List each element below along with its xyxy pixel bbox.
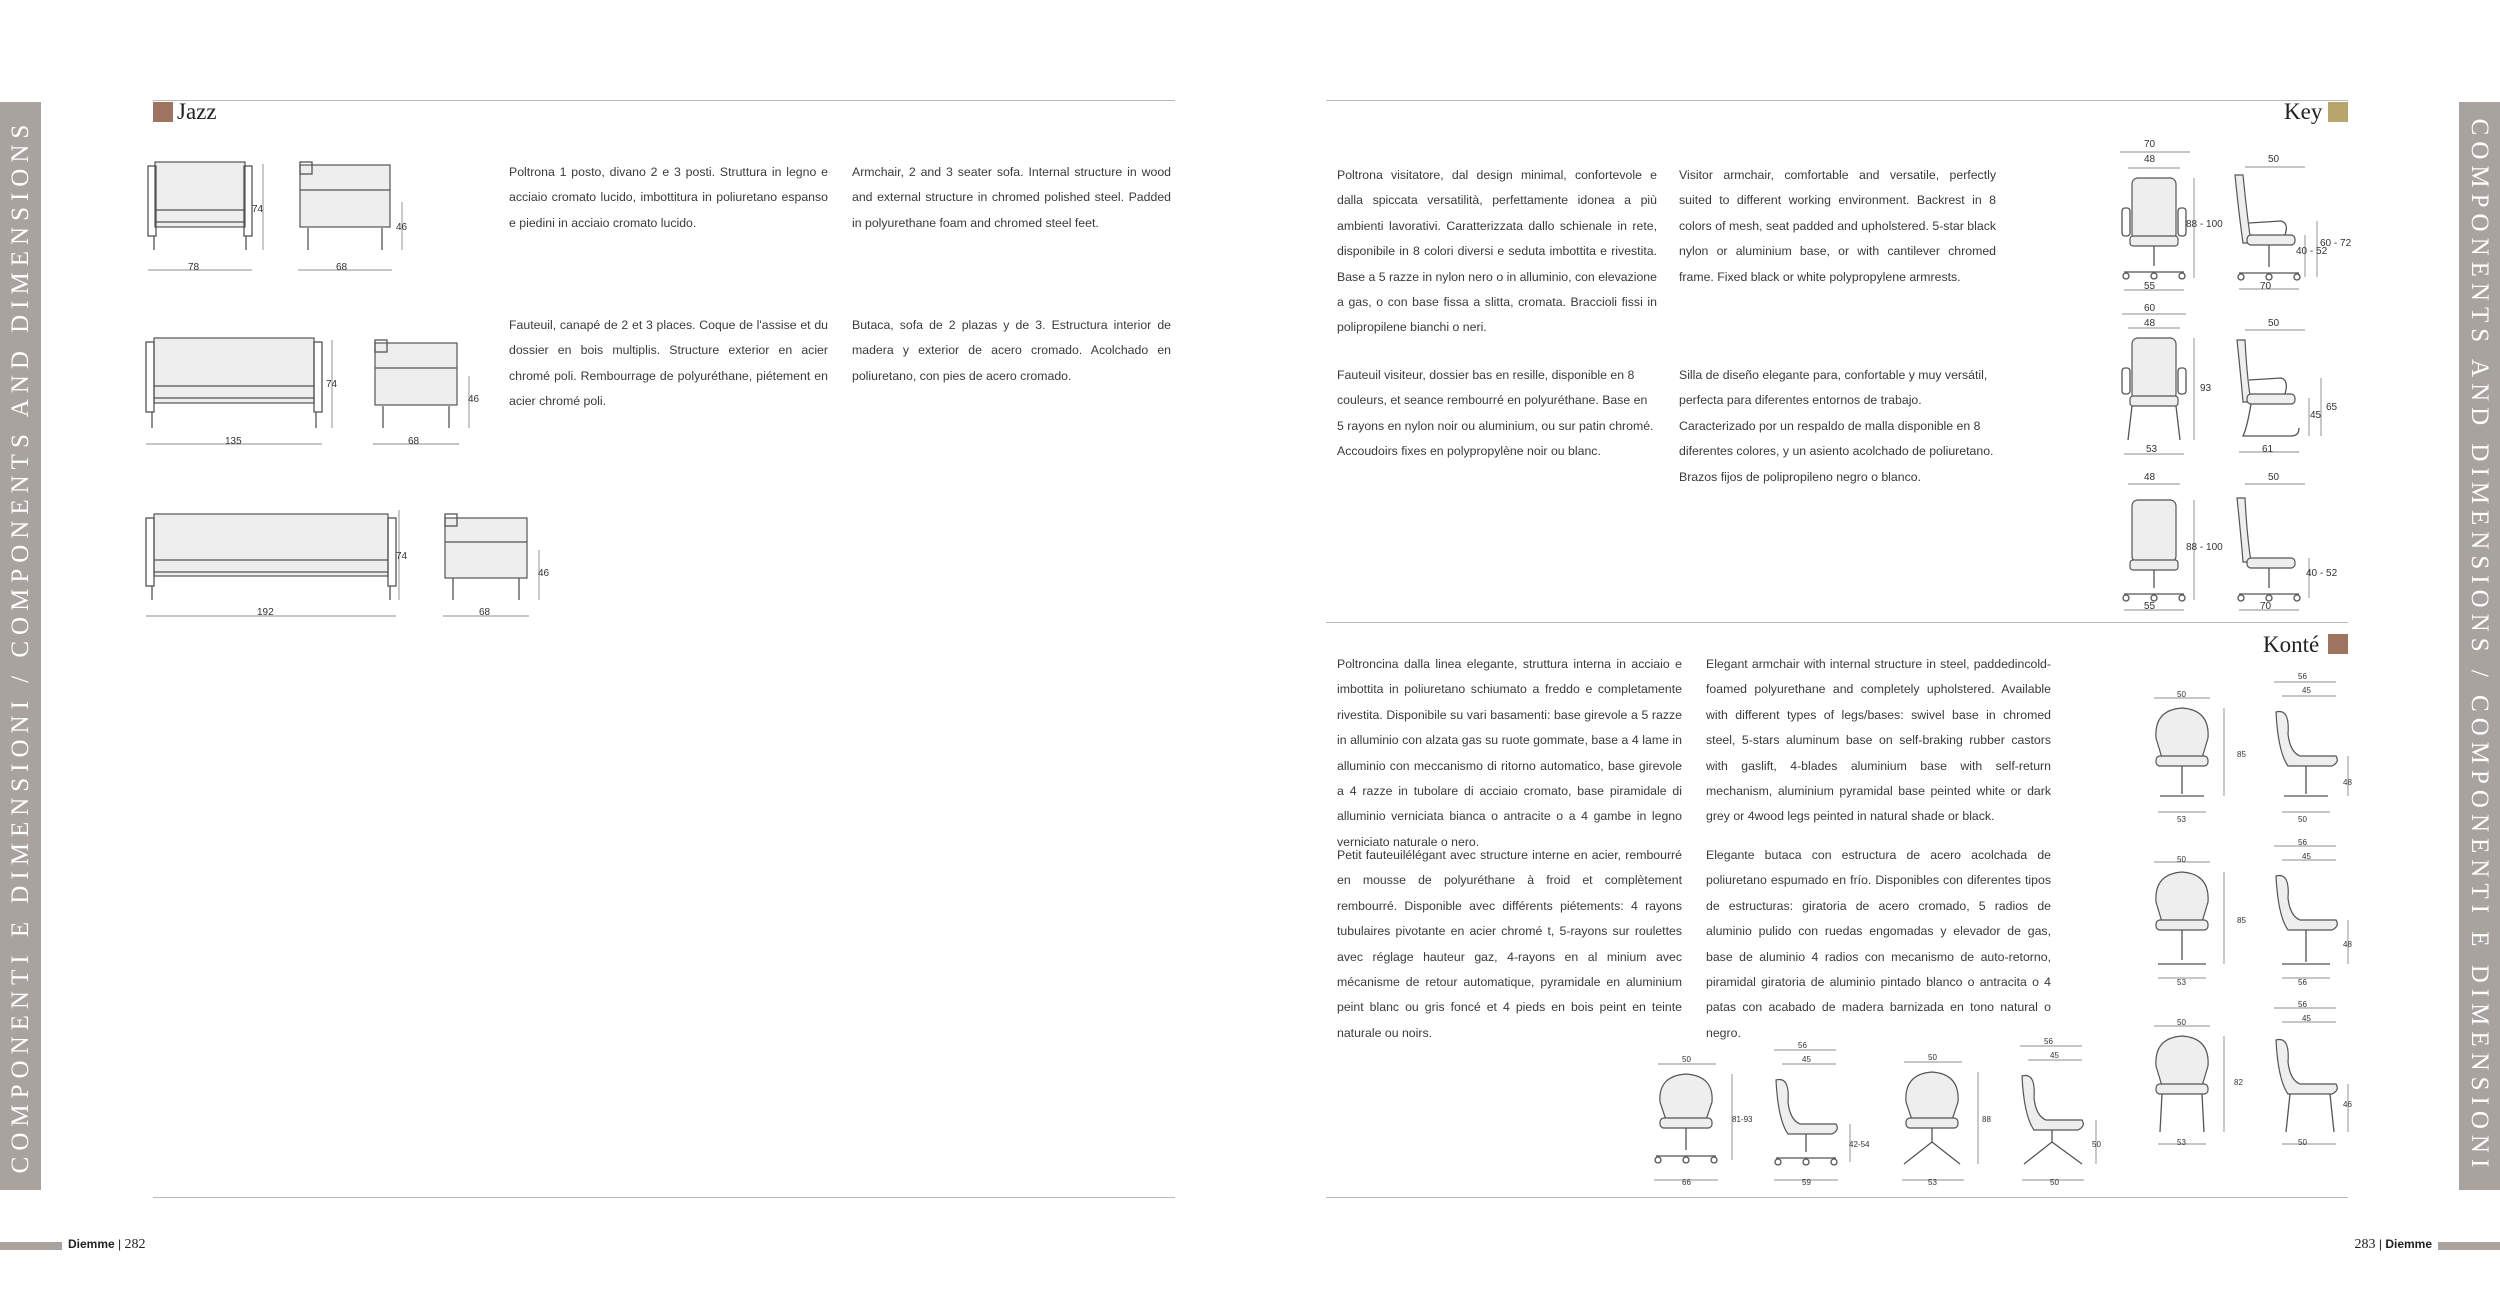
key-cantilever-side-top: 50 (2268, 318, 2280, 329)
left-page-number: 282 (124, 1237, 146, 1252)
left-footer-separator: | (118, 1237, 122, 1251)
konte-b2-side-top2: 45 (2050, 1051, 2059, 1060)
right-side-label: COMPONENTS AND DIMENSIONS / COMPONENTI E DIMENSIONI (2466, 118, 2493, 1174)
jazz-armchair-seat: 46 (396, 222, 408, 233)
konte-r1-front-base: 53 (2177, 815, 2186, 824)
konte-r1-seat: 48 (2343, 778, 2352, 787)
konte-b2-height: 88 (1982, 1115, 1991, 1124)
jazz-text-es: Butaca, sofa de 2 plazas y de 3. Estructura interior de madera y exterior de acero cromado. Acolchado en poliuretano, con pies de acero cromado. (852, 318, 1171, 383)
right-side-band (2459, 102, 2500, 1190)
konte-r1-side-base: 50 (2298, 815, 2307, 824)
key-text-it: Poltrona visitatore, dal design minimal, confortevole e dalla spiccata versatilità, perfettamente idonea a più ambienti lavorativi. Caratterizzata dallo schienale in rete, disponibile in 8 colori diversi e seduta imbottita e rivestita. Base a 5 razze in nylon nero o in alluminio, con elevazione a gas, o con base fissa a slitta, cromata. Braccioli fissi in polipropilene bianchi o neri. (1337, 168, 1657, 335)
key-swivel-height: 88 - 100 (2186, 219, 2223, 230)
konte-text-fr: Petit fauteuilélégant avec structure interne en acier, rembourré en mousse de polyuréthane à froid et complètement rembourré. Disponible avec différents piétements: 4 rayons tubulaires pivotante en acier chromé t, 5-rayons sur roulettes avec réglage hauteur gaz, 4-rayons en al minium avec mécanisme de retour automatique, pyramidale en aluminium peint blanc ou gris foncé et 4 pieds en bois peint en teinte naturale ou noirs. (1337, 848, 1682, 1040)
key-task-seat: 40 - 52 (2306, 568, 2338, 579)
key-cantilever-top1: 60 (2144, 303, 2156, 314)
konte-r3-side-top2: 45 (2302, 1014, 2311, 1023)
konte-r1-height: 85 (2237, 750, 2246, 759)
konte-b2-front-drawing (1890, 1052, 1990, 1192)
konte-text-en: Elegant armchair with internal structure in steel, paddedincold-foamed polyurethane and completely upholstered. Available with different types of legs/bases: swivel base in chromed steel, 5-stars aluminum base on self-braking rubber castors with gaslift, 4-blades aluminium base with self-return mechanism, aluminium pyramidal base peinted white or dark grey or 4wood legs peinted in natural shade or black. (1706, 657, 2051, 824)
key-swivel-seat: 40 - 52 (2296, 246, 2328, 257)
jazz-sofa3-height: 74 (396, 551, 408, 562)
konte-r1-side-drawing (2260, 672, 2360, 827)
key-task-side-top: 50 (2268, 472, 2280, 483)
konte-top-rule (1326, 622, 2348, 623)
konte-text-es: Elegante butaca con estructura de acero acolchada de poliuretano espumado en frío. Disponibles con diferentes tipos de estructuras: giratoria de acero cromado, 5 radios de aluminio pulido con ruedas engomadas y elevador de gas, base de aluminio 4 radios con mecanismo de auto-retorno, piramidal giratoria de aluminio pintado blanco o antracita o 4 patas con acabado de madera barnizada en tono natural o negro. (1706, 848, 2051, 1040)
key-task-depth: 70 (2260, 601, 2272, 612)
key-swivel-top2: 48 (2144, 154, 2156, 165)
jazz-sofa3-side-drawing (435, 500, 555, 630)
jazz-armchair-height: 74 (252, 204, 264, 215)
konte-b1-front-base: 66 (1682, 1178, 1691, 1187)
konte-b2-side-base: 50 (2050, 1178, 2059, 1187)
konte-b2-seat: 50 (2092, 1140, 2101, 1149)
left-footer-brand: Diemme (68, 1237, 115, 1251)
konte-r2-side-top1: 56 (2298, 838, 2307, 847)
key-swivel-depth: 70 (2260, 281, 2272, 292)
key-cantilever-depth: 61 (2262, 444, 2274, 455)
konte-r2-height: 85 (2237, 916, 2246, 925)
jazz-text-it: Poltrona 1 posto, divano 2 e 3 posti. Struttura in legno e acciaio cromato lucido, imbottitura in poliuretano espanso e piedini in acciaio cromato lucido. (509, 165, 828, 230)
konte-r1-side-top2: 45 (2302, 686, 2311, 695)
right-bottom-rule (1326, 1197, 2348, 1198)
key-cantilever-top2: 48 (2144, 318, 2156, 329)
konte-r3-height: 82 (2234, 1078, 2243, 1087)
jazz-armchair-side-drawing (290, 150, 420, 280)
konte-r2-front-base: 53 (2177, 978, 2186, 987)
key-title: Key (2284, 99, 2323, 124)
konte-r3-side-drawing (2260, 1000, 2360, 1155)
konte-b1-front-drawing (1644, 1054, 1744, 1194)
konte-text-it: Poltroncina dalla linea elegante, struttura interna in acciaio e imbottita in poliuretano schiumato a freddo e completamente rivestita. Disponibile su vari basamenti: base girevole a 5 razze in alluminio con alzata gas su ruote gommate, base a 4 lame in alluminio con meccanismo di ritorno automatico, base girevole a 4 razze in tubolare di acciaio cromato, base piramidale di alluminio verniciata bianca o antracite o a 4 gambe in legno verniciato naturale o nero. (1337, 657, 1682, 849)
konte-b1-side-top1: 56 (1798, 1041, 1807, 1050)
jazz-armchair-front-drawing (140, 150, 270, 280)
konte-b2-side-top1: 56 (2044, 1037, 2053, 1046)
konte-b2-front-top: 50 (1928, 1053, 1937, 1062)
konte-r2-front-top: 50 (2177, 855, 2186, 864)
konte-r1-front-drawing (2140, 690, 2230, 825)
key-swivel-side-drawing (2225, 155, 2335, 300)
jazz-sofa2-depth: 68 (408, 436, 420, 447)
key-text-en: Visitor armchair, comfortable and versatile, perfectly suited to different working environment. Backrest in 8 colors of mesh, seat padded and upholstered. 5-star black nylon or aluminium base, or with cantilever chromed frame. Fixed black or white polypropylene armrests. (1679, 168, 1996, 284)
konte-b1-front-top: 50 (1682, 1055, 1691, 1064)
right-footer-bar (2438, 1242, 2500, 1250)
konte-r3-front-top: 50 (2177, 1018, 2186, 1027)
jazz-armchair-width: 78 (188, 262, 200, 273)
key-swivel-arm: 60 - 72 (2320, 238, 2352, 249)
konte-b2-front-base: 53 (1928, 1178, 1937, 1187)
key-cantilever-seat: 45 (2310, 410, 2322, 421)
left-side-label: COMPONENTI E DIMENSIONI / COMPONENTS AND DIMENSIONS (7, 118, 34, 1174)
konte-r3-side-base: 50 (2298, 1138, 2307, 1147)
left-side-band (0, 102, 41, 1190)
key-task-side-drawing (2225, 470, 2338, 620)
key-cantilever-side-drawing (2225, 318, 2338, 463)
jazz-color-square (153, 102, 173, 122)
left-footer (68, 1237, 146, 1253)
jazz-sofa2-height: 74 (326, 379, 338, 390)
konte-r3-front-base: 53 (2177, 1138, 2186, 1147)
key-task-top: 48 (2144, 472, 2156, 483)
key-swivel-base: 55 (2144, 281, 2156, 292)
konte-r2-side-base: 56 (2298, 978, 2307, 987)
left-bottom-rule (153, 1197, 1175, 1198)
left-top-rule (153, 100, 1175, 101)
jazz-sofa2-width: 135 (225, 436, 242, 447)
konte-b1-seat: 42-54 (1849, 1140, 1870, 1149)
right-footer (2355, 1237, 2433, 1253)
key-text-es: Silla de diseño elegante para, confortable y muy versátil, perfecta para diferentes entornos de trabajo. Caracterizado por un respaldo de malla disponible en 8 diferentes colores, y un asiento acolchado de poliuretano. Brazos fijos de polipropileno negro o blanco. (1679, 368, 1994, 484)
jazz-text-fr: Fauteuil, canapé de 2 et 3 places. Coque de l'assise et du dossier en bois multiplis. Structure exterior en acier chromé poli. Rembourrage de polyuréthane, piétement en acier chromé poli. (509, 318, 828, 409)
jazz-sofa3-seat: 46 (538, 568, 550, 579)
konte-b2-side-drawing (2006, 1036, 2106, 1196)
konte-r3-front-drawing (2140, 1018, 2230, 1153)
right-footer-brand: Diemme (2385, 1237, 2432, 1251)
konte-r1-side-top1: 56 (2298, 672, 2307, 681)
konte-r2-front-drawing (2140, 856, 2230, 991)
konte-color-square (2328, 634, 2348, 654)
jazz-title: Jazz (177, 99, 217, 124)
key-cantilever-height: 93 (2200, 383, 2212, 394)
konte-b1-side-base: 59 (1802, 1178, 1811, 1187)
konte-r1-front-top: 50 (2177, 690, 2186, 699)
key-cantilever-arm: 65 (2326, 402, 2338, 413)
key-task-base: 55 (2144, 601, 2156, 612)
konte-r2-side-top2: 45 (2302, 852, 2311, 861)
konte-r3-side-top1: 56 (2298, 1000, 2307, 1009)
konte-b1-side-top2: 45 (1802, 1055, 1811, 1064)
right-footer-separator: | (2378, 1237, 2382, 1251)
key-color-square (2328, 102, 2348, 122)
jazz-sofa2-side-drawing (365, 328, 485, 458)
left-footer-bar (0, 1242, 62, 1250)
konte-b1-height: 81-93 (1732, 1115, 1753, 1124)
konte-r2-seat: 48 (2343, 940, 2352, 949)
konte-r2-side-drawing (2260, 838, 2360, 993)
key-cantilever-base: 53 (2146, 444, 2158, 455)
konte-title: Konté (2263, 632, 2320, 657)
jazz-armchair-depth: 68 (336, 262, 348, 273)
jazz-sofa2-seat: 46 (468, 394, 480, 405)
key-swivel-top1: 70 (2144, 139, 2156, 150)
key-text-fr: Fauteuil visiteur, dossier bas en resille, disponible en 8 couleurs, et seance rembourré en polyuréthane. Base en 5 rayons en nylon noir ou aluminium, ou sur patin chromé. Accoudoirs fixes en polypropylène noir ou blanc. (1337, 368, 1654, 459)
right-top-rule (1326, 100, 2348, 101)
key-swivel-side-top: 50 (2268, 154, 2280, 165)
right-page-number: 283 (2354, 1237, 2376, 1252)
jazz-text-en: Armchair, 2 and 3 seater sofa. Internal structure in wood and external structure in chromed polished steel. Padded in polyurethane foam and chromed steel feet. (852, 165, 1171, 230)
jazz-sofa3-width: 192 (257, 607, 274, 618)
konte-r3-seat: 46 (2343, 1100, 2352, 1109)
jazz-sofa3-depth: 68 (479, 607, 491, 618)
key-task-height: 88 - 100 (2186, 542, 2223, 553)
